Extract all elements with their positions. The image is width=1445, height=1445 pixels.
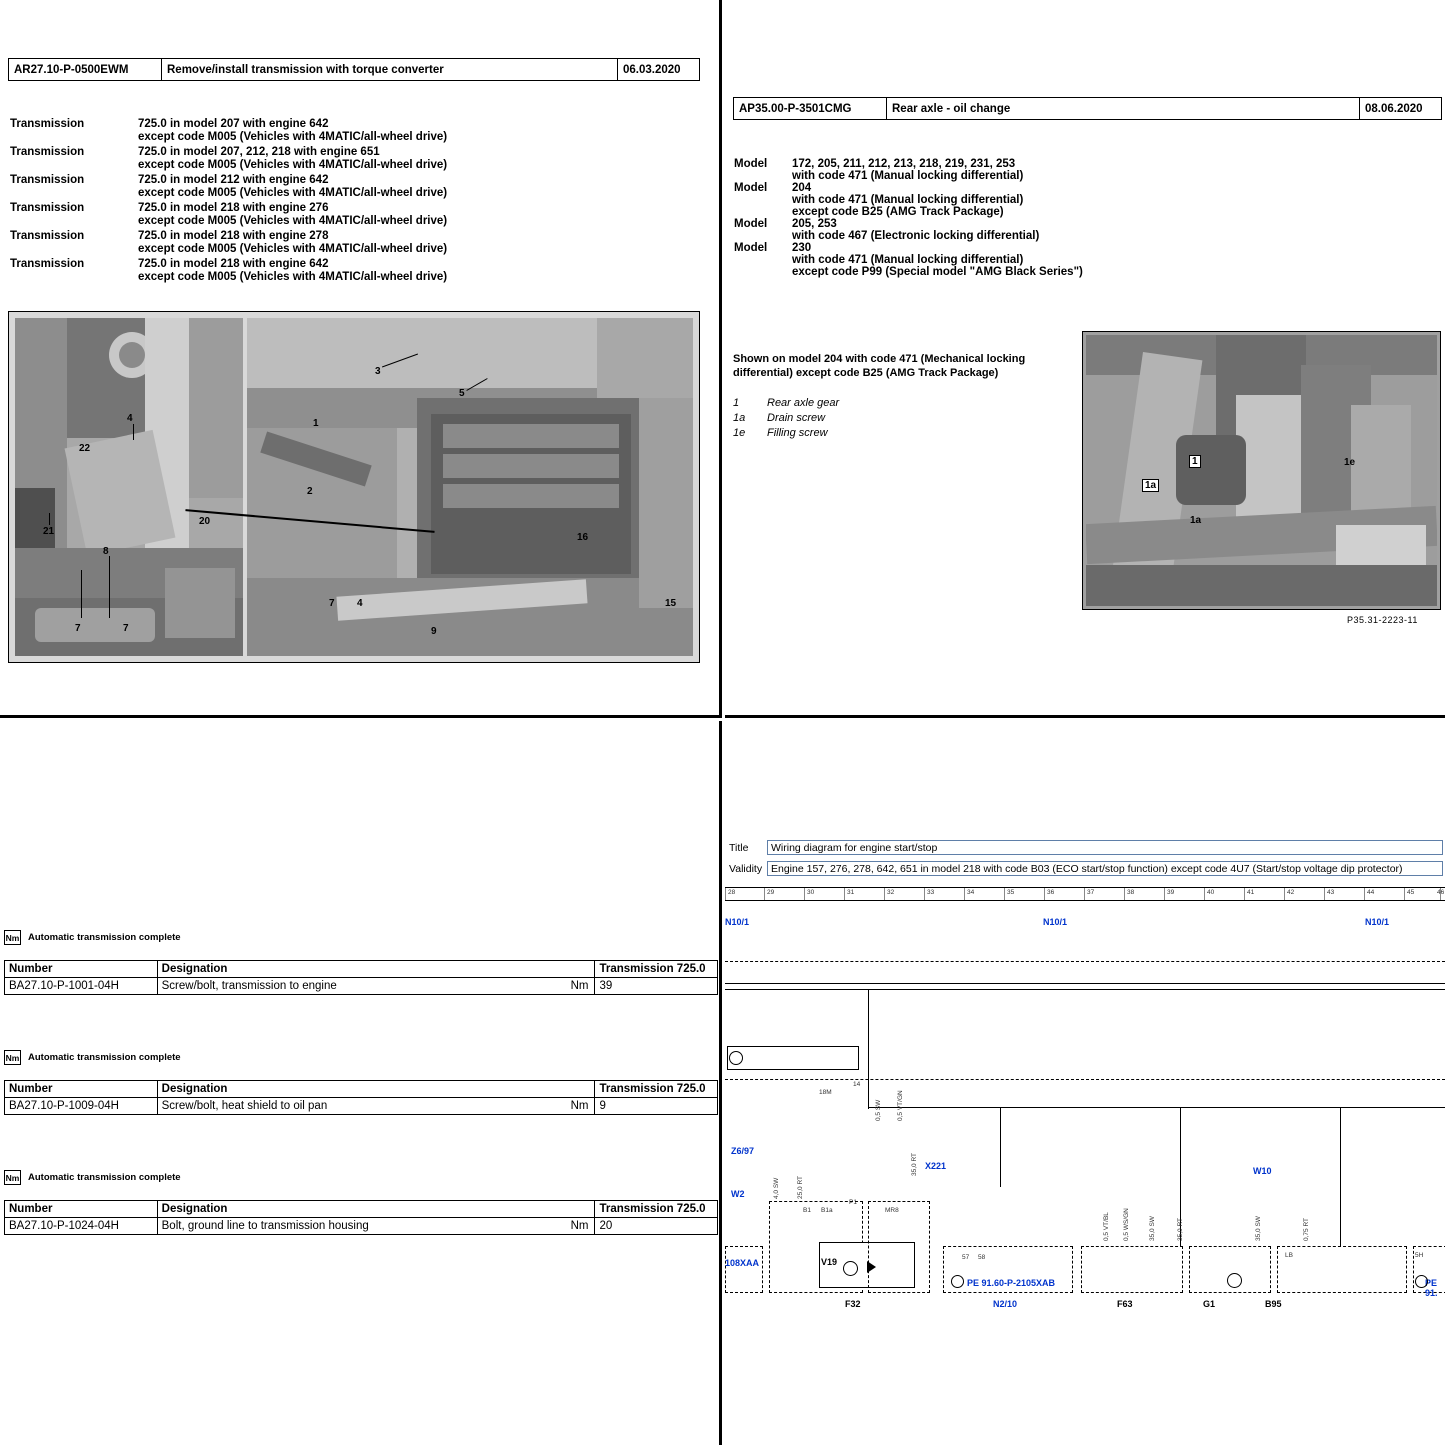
wd-wire-350rt: 35,0 RT	[1177, 1217, 1184, 1241]
cell-value: 20	[595, 1218, 718, 1235]
wd-pin-58: 58	[978, 1254, 986, 1261]
callout-22: 22	[79, 443, 91, 454]
spec-value: 725.0 in model 212 with engine 642	[138, 174, 329, 186]
wd-comp-n2-10: N2/10	[993, 1299, 1018, 1309]
torque-caption-2	[4, 1050, 181, 1065]
model-value: 230	[792, 242, 812, 254]
cell-unit: Nm	[570, 1220, 589, 1232]
model-value: 204	[792, 182, 812, 194]
spec-label: Transmission	[10, 174, 85, 186]
spec-row	[10, 118, 700, 130]
callout-8: 8	[103, 546, 109, 557]
figure-rear-axle	[1082, 331, 1441, 610]
model-label: Model	[734, 158, 768, 170]
callout-21: 21	[43, 526, 55, 537]
wd-label-14: 14	[853, 1081, 861, 1088]
wd-connector-symbol-icon	[729, 1051, 743, 1065]
ruler-tick: 37	[1087, 889, 1095, 896]
spec-row	[10, 174, 700, 186]
wd-box-mr8	[868, 1201, 930, 1293]
wd-comp-x221: X221	[925, 1161, 947, 1171]
legend-key: 1a	[733, 411, 746, 424]
torque-table-2	[4, 1080, 718, 1115]
model-row	[734, 218, 1434, 230]
torque-table-1	[4, 960, 718, 995]
cell-designation-text: Screw/bolt, transmission to engine	[161, 980, 337, 992]
nm-badge-icon: Nm	[4, 1050, 21, 1065]
ruler-tick: 42	[1287, 889, 1295, 896]
spec-row	[10, 230, 700, 242]
cell-designation-text: Screw/bolt, heat shield to oil pan	[161, 1100, 328, 1112]
photo-transmission-right	[247, 318, 693, 656]
ruler-tick: 29	[767, 889, 775, 896]
ruler-tick: 38	[1127, 889, 1135, 896]
spec-sub: except code M005 (Vehicles with 4MATIC/all-wheel drive)	[138, 159, 448, 171]
callout-2: 2	[307, 486, 313, 497]
legend-text: Rear axle gear	[767, 397, 840, 409]
spec-row	[10, 258, 700, 270]
cell-designation	[157, 1218, 595, 1235]
model-row	[734, 182, 1434, 194]
ruler-tick: 40	[1207, 889, 1215, 896]
wd-vline-d	[1340, 1107, 1341, 1247]
wd-wire-250rt: 25,0 RT	[797, 1175, 804, 1199]
spec-sub: except code M005 (Vehicles with 4MATIC/all-wheel drive)	[138, 271, 448, 283]
wd-wire-350sw: 35,0 SW	[1149, 1216, 1156, 1241]
wd-pin-p1: P1	[849, 1199, 857, 1206]
ruler-tick: 46	[1437, 889, 1445, 896]
spec-value: 725.0 in model 207, 212, 218 with engine 651	[138, 146, 380, 158]
wd-pe-ref-1: PE 91.60-P-2105XAB	[967, 1278, 1056, 1288]
ruler-tick: 43	[1327, 889, 1335, 896]
wd-column-ruler	[725, 887, 1445, 901]
figure-code: P35.31-2223-11	[1347, 615, 1418, 625]
th-designation: Designation	[157, 1081, 595, 1098]
model-row	[734, 158, 1434, 170]
spec-sub: except code M005 (Vehicles with 4MATIC/all-wheel drive)	[138, 243, 448, 255]
callout-rear-axle-1e: 1e	[1344, 457, 1356, 468]
wd-pe-ref-2: PE 91.	[1425, 1278, 1438, 1298]
wd-validity-label: Validity	[729, 862, 763, 875]
photo-transmission-left	[15, 318, 243, 656]
wd-pin-57: 57	[962, 1254, 970, 1261]
wd-ground-symbol-icon-2	[1227, 1273, 1242, 1288]
doc-title: Remove/install transmission with torque converter	[161, 59, 617, 80]
wd-wire-350sw-2: 35,0 SW	[1255, 1216, 1262, 1241]
ruler-tick: 39	[1167, 889, 1175, 896]
cell-designation	[157, 1098, 595, 1115]
cell-number: BA27.10-P-1024-04H	[5, 1218, 158, 1235]
panel-wiring-diagram	[725, 721, 1445, 1445]
th-number: Number	[5, 961, 158, 978]
callout-20: 20	[199, 516, 211, 527]
wd-comp-z6-97: Z6/97	[731, 1146, 755, 1156]
model-label: Model	[734, 242, 768, 254]
wd-box-b95	[1277, 1246, 1407, 1293]
legend-item	[733, 426, 1033, 441]
wd-pin-b1a: B1a	[821, 1207, 833, 1214]
ruler-tick: 28	[728, 889, 736, 896]
th-number: Number	[5, 1201, 158, 1218]
doc-code: AR27.10-P-0500EWM	[14, 63, 129, 76]
spec-sub: except code M005 (Vehicles with 4MATIC/all-wheel drive)	[138, 215, 448, 227]
callout-1: 1	[313, 418, 319, 429]
figure-legend	[733, 396, 1033, 441]
wd-bus-line-2	[725, 1079, 1445, 1080]
table-row	[5, 1098, 718, 1115]
spec-row	[10, 146, 700, 158]
doc-code: AP35.00-P-3501CMG	[739, 102, 852, 115]
ruler-tick: 32	[887, 889, 895, 896]
wd-bus-line-3	[725, 989, 1445, 990]
cell-value: 9	[595, 1098, 718, 1115]
doc-date: 06.03.2020	[617, 59, 699, 80]
transmission-spec-list	[10, 118, 700, 286]
model-sub: except code P99 (Special model "AMG Black Series")	[792, 266, 1083, 278]
wd-wire-075rt: 0,75 RT	[1303, 1217, 1310, 1241]
wd-ground-symbol-icon-3	[1415, 1275, 1428, 1288]
callout-4b: 4	[357, 598, 363, 609]
model-label: Model	[734, 182, 768, 194]
ruler-tick: 44	[1367, 889, 1375, 896]
legend-item	[733, 411, 1033, 426]
model-sub: except code B25 (AMG Track Package)	[792, 206, 1004, 218]
th-transmission: Transmission 725.0	[595, 1201, 718, 1218]
cell-number: BA27.10-P-1001-04H	[5, 978, 158, 995]
model-label: Model	[734, 218, 768, 230]
table-row	[5, 978, 718, 995]
wd-validity-value[interactable]: Engine 157, 276, 278, 642, 651 in model 218 with code B03 (ECO start/stop function) except code 4U7 (Start/stop voltage dip protector)	[767, 861, 1443, 876]
wd-box-108xaa	[725, 1246, 763, 1293]
spec-label: Transmission	[10, 258, 85, 270]
callout-4: 4	[127, 413, 133, 424]
table-header-row	[5, 1201, 718, 1218]
spec-label: Transmission	[10, 146, 85, 158]
cell-value: 39	[595, 978, 718, 995]
legend-text: Drain screw	[767, 411, 826, 424]
model-validity-list	[734, 158, 1434, 278]
nm-badge-icon: Nm	[4, 1170, 21, 1185]
doc-header-bar-2	[733, 97, 1442, 120]
model-sub: with code 471 (Manual locking differential)	[792, 194, 1024, 206]
spec-value: 725.0 in model 218 with engine 278	[138, 230, 329, 242]
legend-key: 1	[733, 397, 740, 409]
th-transmission: Transmission 725.0	[595, 961, 718, 978]
ruler-tick: 30	[807, 889, 815, 896]
th-transmission: Transmission 725.0	[595, 1081, 718, 1098]
callout-15: 15	[665, 598, 677, 609]
wd-comp-f32: F32	[845, 1299, 861, 1309]
wd-vline-b	[1000, 1107, 1001, 1187]
model-sub: with code 467 (Electronic locking differential)	[792, 230, 1040, 242]
wd-validity-field	[729, 861, 1443, 876]
torque-table-3	[4, 1200, 718, 1235]
ruler-tick: 35	[1007, 889, 1015, 896]
callout-7: 7	[75, 623, 81, 634]
ruler-tick: 33	[927, 889, 935, 896]
th-number: Number	[5, 1081, 158, 1098]
panel-remove-install-transmission	[0, 0, 722, 718]
ruler-tick: 41	[1247, 889, 1255, 896]
wd-label-18m: 18M	[819, 1089, 832, 1096]
wd-lamp-icon	[843, 1261, 858, 1276]
torque-caption-text: Automatic transmission complete	[28, 1172, 181, 1183]
table-header-row	[5, 1081, 718, 1098]
ruler-tick: 31	[847, 889, 855, 896]
callout-rear-axle-1a: 1a	[1190, 515, 1202, 526]
table-header-row	[5, 961, 718, 978]
th-designation: Designation	[157, 1201, 595, 1218]
torque-caption-3	[4, 1170, 181, 1185]
spec-value: 725.0 in model 218 with engine 276	[138, 202, 329, 214]
wd-wire-05vtbl: 0,5 VT/BL	[1103, 1212, 1110, 1241]
doc-date: 08.06.2020	[1359, 98, 1441, 119]
wd-wire-40sw: 4,0 SW	[773, 1177, 780, 1199]
spec-sub: except code M005 (Vehicles with 4MATIC/all-wheel drive)	[138, 131, 448, 143]
wd-comp-g1: G1	[1203, 1299, 1216, 1309]
callout-3: 3	[375, 366, 381, 377]
wd-pin-mr8: MR8	[885, 1207, 899, 1214]
th-designation: Designation	[157, 961, 595, 978]
wd-comp-f63: F63	[1117, 1299, 1133, 1309]
wd-box-f63	[1081, 1246, 1183, 1293]
wd-title-value[interactable]: Wiring diagram for engine start/stop	[767, 840, 1443, 855]
legend-text: Filling screw	[767, 426, 828, 439]
wd-wire-05wsgn: 0,5 WS/GN	[1123, 1208, 1130, 1241]
wd-hline-a	[868, 1107, 1445, 1108]
callout-9: 9	[431, 626, 437, 637]
wd-motor-icon	[867, 1261, 876, 1273]
callout-7b: 7	[123, 623, 129, 634]
wd-title-field	[729, 840, 1443, 855]
table-row	[5, 1218, 718, 1235]
cell-unit: Nm	[570, 1100, 589, 1112]
cell-number: BA27.10-P-1009-04H	[5, 1098, 158, 1115]
wd-comp-108xaa: 108XAA	[725, 1258, 760, 1268]
wd-comp-w10: W10	[1253, 1166, 1272, 1176]
wd-wire-350rt-2: 35,0 RT	[911, 1152, 918, 1176]
wd-comp-v19: V19	[821, 1257, 838, 1267]
spec-label: Transmission	[10, 118, 85, 130]
wd-ground-symbol-icon-1	[951, 1275, 964, 1288]
model-sub: with code 471 (Manual locking differential)	[792, 254, 1024, 266]
legend-item	[733, 396, 1033, 411]
cell-designation	[157, 978, 595, 995]
wd-bus-line-4	[725, 983, 1445, 984]
callout-rear-axle-1: 1	[1189, 455, 1201, 468]
wd-pin-lb: LB	[1285, 1252, 1293, 1259]
wd-title-label: Title	[729, 841, 749, 854]
wd-vline-a	[868, 989, 869, 1109]
wd-comp-w2: W2	[731, 1189, 745, 1199]
torque-caption-text: Automatic transmission complete	[28, 1052, 181, 1063]
spec-label: Transmission	[10, 202, 85, 214]
spec-value: 725.0 in model 207 with engine 642	[138, 118, 329, 130]
torque-caption-1	[4, 930, 181, 945]
wd-node-n10-1-b: N10/1	[1043, 917, 1068, 927]
wd-node-n10-1-a: N10/1	[725, 917, 750, 927]
wd-node-n10-1-c: N10/1	[1365, 917, 1390, 927]
model-value: 172, 205, 211, 212, 213, 218, 219, 231, 253	[792, 158, 1016, 170]
cell-unit: Nm	[570, 980, 589, 992]
model-sub: with code 471 (Manual locking differential)	[792, 170, 1024, 182]
callout-7c: 7	[329, 598, 335, 609]
callout-16: 16	[577, 532, 589, 543]
figure-shown-note: Shown on model 204 with code 471 (Mechanical locking differential) except code B25 (AMG Track Package)	[733, 353, 1026, 379]
model-value: 205, 253	[792, 218, 837, 230]
wd-connector-box	[727, 1046, 859, 1070]
panel-rear-axle-oil-change	[725, 0, 1445, 718]
wd-pin-b1: B1	[803, 1207, 811, 1214]
wd-wire-05sw: 0,5 SW	[875, 1099, 882, 1121]
wd-bus-line-1	[725, 961, 1445, 962]
wd-wire-05vtgn: 0,5 VT/GN	[897, 1090, 904, 1121]
photo-rear-axle	[1086, 335, 1437, 606]
doc-header-bar	[8, 58, 700, 81]
spec-label: Transmission	[10, 230, 85, 242]
ruler-tick: 36	[1047, 889, 1055, 896]
spec-value: 725.0 in model 218 with engine 642	[138, 258, 329, 270]
doc-title: Rear axle - oil change	[886, 98, 1359, 119]
panel-torque-specs	[0, 721, 722, 1445]
callout-5: 5	[459, 388, 465, 399]
model-row	[734, 242, 1434, 254]
spec-row	[10, 202, 700, 214]
wd-pin-5h: 5H	[1415, 1252, 1424, 1259]
spec-sub: except code M005 (Vehicles with 4MATIC/all-wheel drive)	[138, 187, 448, 199]
callout-rear-axle-1a-box: 1a	[1142, 479, 1159, 492]
ruler-tick: 34	[967, 889, 975, 896]
torque-caption-text: Automatic transmission complete	[28, 932, 181, 943]
figure-transmission-underbody	[8, 311, 700, 663]
ruler-tick: 45	[1407, 889, 1415, 896]
cell-designation-text: Bolt, ground line to transmission housing	[161, 1220, 369, 1232]
legend-key: 1e	[733, 426, 746, 439]
nm-badge-icon: Nm	[4, 930, 21, 945]
wd-comp-b95: B95	[1265, 1299, 1282, 1309]
